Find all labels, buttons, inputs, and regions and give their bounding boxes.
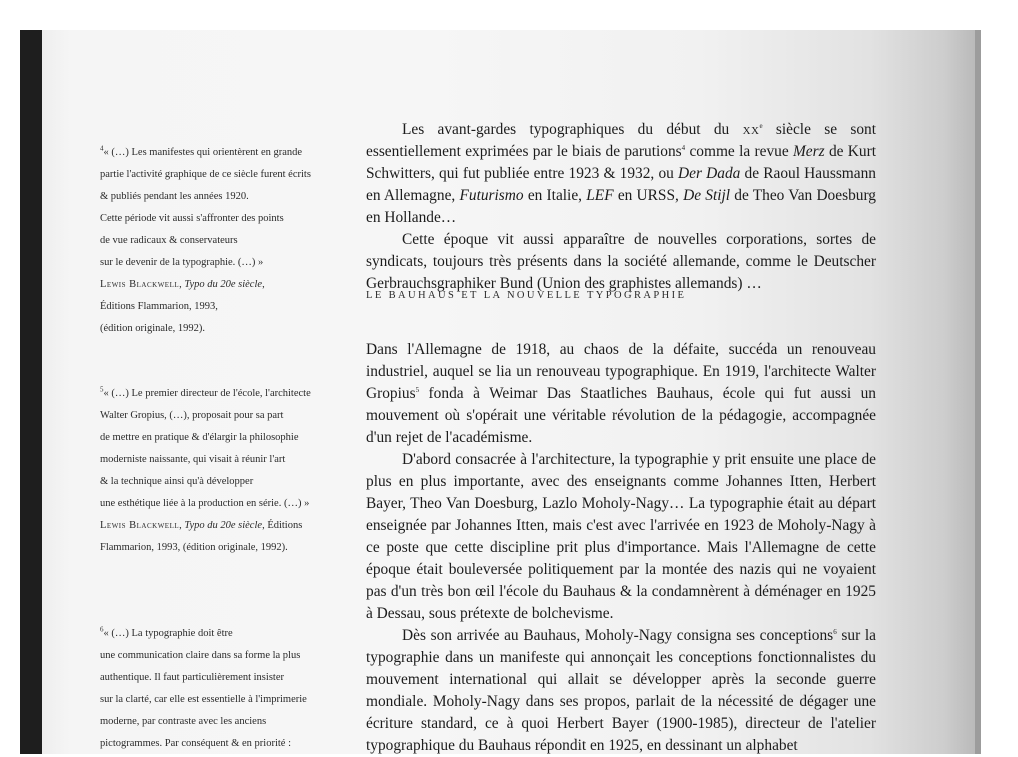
footnote-reference: 5 — [415, 385, 420, 394]
footnote-line: « (…) Le premier directeur de l'école, l'architecte — [103, 388, 311, 399]
main-text-upper — [366, 119, 876, 295]
text-run: de Kurt Schwitters, qui fut publiée entre 1923 & 1932, ou — [366, 143, 876, 182]
footnote-line: authentique. Il faut particulièrement insister — [100, 672, 284, 683]
text-run: de Theo Van Doesburg en Hollande… — [366, 187, 877, 226]
citation-publisher: Éditions — [267, 520, 303, 531]
scan-background-right — [981, 30, 1018, 754]
title-der-dada: Der Dada — [678, 165, 741, 182]
footnote-line: Cette période vit aussi s'affronter des points — [100, 213, 284, 224]
footnote-line: une communication claire dans sa forme la plus — [100, 650, 301, 661]
footnote-number: 5 — [100, 385, 104, 394]
footnote-6 — [100, 623, 350, 755]
paragraph-architecture: D'abord consacrée à l'architecture, la typographie y prit ensuite une place de plus en plus importante, avec des enseignants comme Johannes Itten, Herbert Bayer, Theo Van Doesburg, Lazlo Moholy-Nagy… La typographie était au départ enseignée par Johannes Itten, mais c'est avec l'arrivée en 1923 de Moholy-Nagy à ce poste que cette discipline prit plus d'importance. Mais l'Allemagne de cette époque était bouleversée politiquement par la montée des nazis qui ne voyaient pas d'un très bon œil l'école du Bauhaus & la condamnèrent à déménager en 1925 à Dessau, sous prétexte de bolchevisme. — [366, 451, 876, 622]
footnote-line: sur la clarté, car elle est essentielle à l'imprimerie — [100, 694, 307, 705]
citation-author: Lewis Blackwell — [100, 279, 180, 290]
footnote-line: de vue radicaux & conservateurs — [100, 235, 238, 246]
footnote-reference: 4 — [681, 143, 686, 152]
footnote-number: 6 — [100, 625, 104, 634]
footnote-line: pictogrammes. Par conséquent & en priorité : — [100, 738, 291, 749]
paragraph-avant-gardes — [366, 119, 876, 229]
text-run: Dès son arrivée au Bauhaus, Moholy-Nagy consigna ses conceptions — [402, 627, 834, 644]
footnote-citation: Lewis Blackwell, Typo du 20e siècle, — [100, 279, 265, 290]
text-run: Les avant-gardes typographiques du début du — [402, 121, 730, 138]
paragraph-bauhaus-intro — [366, 339, 876, 449]
paragraph-corporations: Cette époque vit aussi apparaître de nouvelles corporations, sortes de syndicats, toujours très présents dans la société allemande, comme le Deutscher Gerbrauchsgraphiker Bund (Union des graphistes allemands) … — [366, 231, 876, 292]
century-numeral: xx — [742, 121, 760, 138]
footnote-number: 4 — [100, 144, 104, 153]
citation-publisher: Éditions Flammarion, 1993, — [100, 301, 218, 312]
main-text-lower — [366, 339, 876, 757]
footnote-5 — [100, 383, 350, 559]
citation-title: Typo du 20e siècle — [184, 279, 263, 290]
text-run: fonda à Weimar Das Staatliches Bauhaus, école qui fut aussi un mouvement où s'opérait une véritable révolution de la pédagogie, accompagnée d'un rejet de l'académisme. — [366, 385, 876, 446]
footnote-4 — [100, 142, 350, 340]
footnote-line: de mettre en pratique & d'élargir la philosophie — [100, 432, 299, 443]
title-merz: Merz — [792, 143, 825, 160]
ordinal-suffix: e — [759, 121, 763, 130]
title-futurismo: Futurismo — [459, 187, 524, 204]
paragraph-moholy-nagy — [366, 625, 876, 757]
title-de-stijl: De Stijl — [683, 187, 731, 204]
footnote-line: partie l'activité graphique de ce siècle furent écrits — [100, 169, 311, 180]
footnote-citation: Lewis Blackwell, Typo du 20e siècle, Éditions — [100, 520, 303, 531]
text-run: en Italie, — [523, 187, 587, 204]
footnote-reference: 6 — [833, 627, 837, 636]
footnote-line: Walter Gropius, (…), proposait pour sa part — [100, 410, 284, 421]
title-lef: LEF — [586, 187, 614, 204]
text-run: Dans l'Allemagne de 1918, au chaos de la défaite, succéda un renouveau industriel, auquel se lia un renouveau typographique. En 1919, l'architecte Walter Gropius — [366, 341, 876, 402]
citation-author: Lewis Blackwell — [100, 520, 180, 531]
footnote-line: sur le devenir de la typographie. (…) » — [100, 257, 264, 268]
text-run: sur la typographie dans un manifeste qui annonçait les conceptions fonctionnalistes du mouvement international qui allait se développer après la seconde guerre mondiale. Moholy-Nagy dans ses propos, parlait de la nécessité de dégager une écriture standard, ce à quoi Herbert Bayer (1900-1985), directeur de l'atelier typographique du Bauhaus répondit en 1925, en dessinant un alphabet — [366, 627, 876, 754]
text-run: de Raoul Haussmann en Allemagne, — [366, 165, 877, 204]
citation-title: Typo du 20e siècle — [184, 520, 263, 531]
book-edge-left — [20, 30, 42, 754]
section-heading: LE BAUHAUS ET LA NOUVELLE TYPOGRAPHIE — [366, 290, 687, 301]
footnote-line: moderne, par contraste avec les anciens — [100, 716, 267, 727]
scan-background-top — [0, 0, 1018, 30]
text-run: comme la revue — [685, 143, 793, 160]
footnote-line: & publiés pendant les années 1920. — [100, 191, 249, 202]
footnote-line: & la technique ainsi qu'à développer — [100, 476, 254, 487]
footnote-line: « (…) La typographie doit être — [103, 628, 233, 639]
text-run: siècle se sont essentiellement exprimées par le biais de parutions — [366, 121, 876, 160]
footnote-line: « (…) Les manifestes qui orientèrent en grande — [103, 147, 303, 158]
citation-edition: (édition originale, 1992). — [100, 323, 205, 334]
footnote-line: une esthétique liée à la production en série. (…) » — [100, 498, 310, 509]
citation-edition: Flammarion, 1993, (édition originale, 1992). — [100, 542, 288, 553]
text-run: en URSS, — [613, 187, 684, 204]
footnote-line: moderniste naissante, qui visait à réunir l'art — [100, 454, 286, 465]
